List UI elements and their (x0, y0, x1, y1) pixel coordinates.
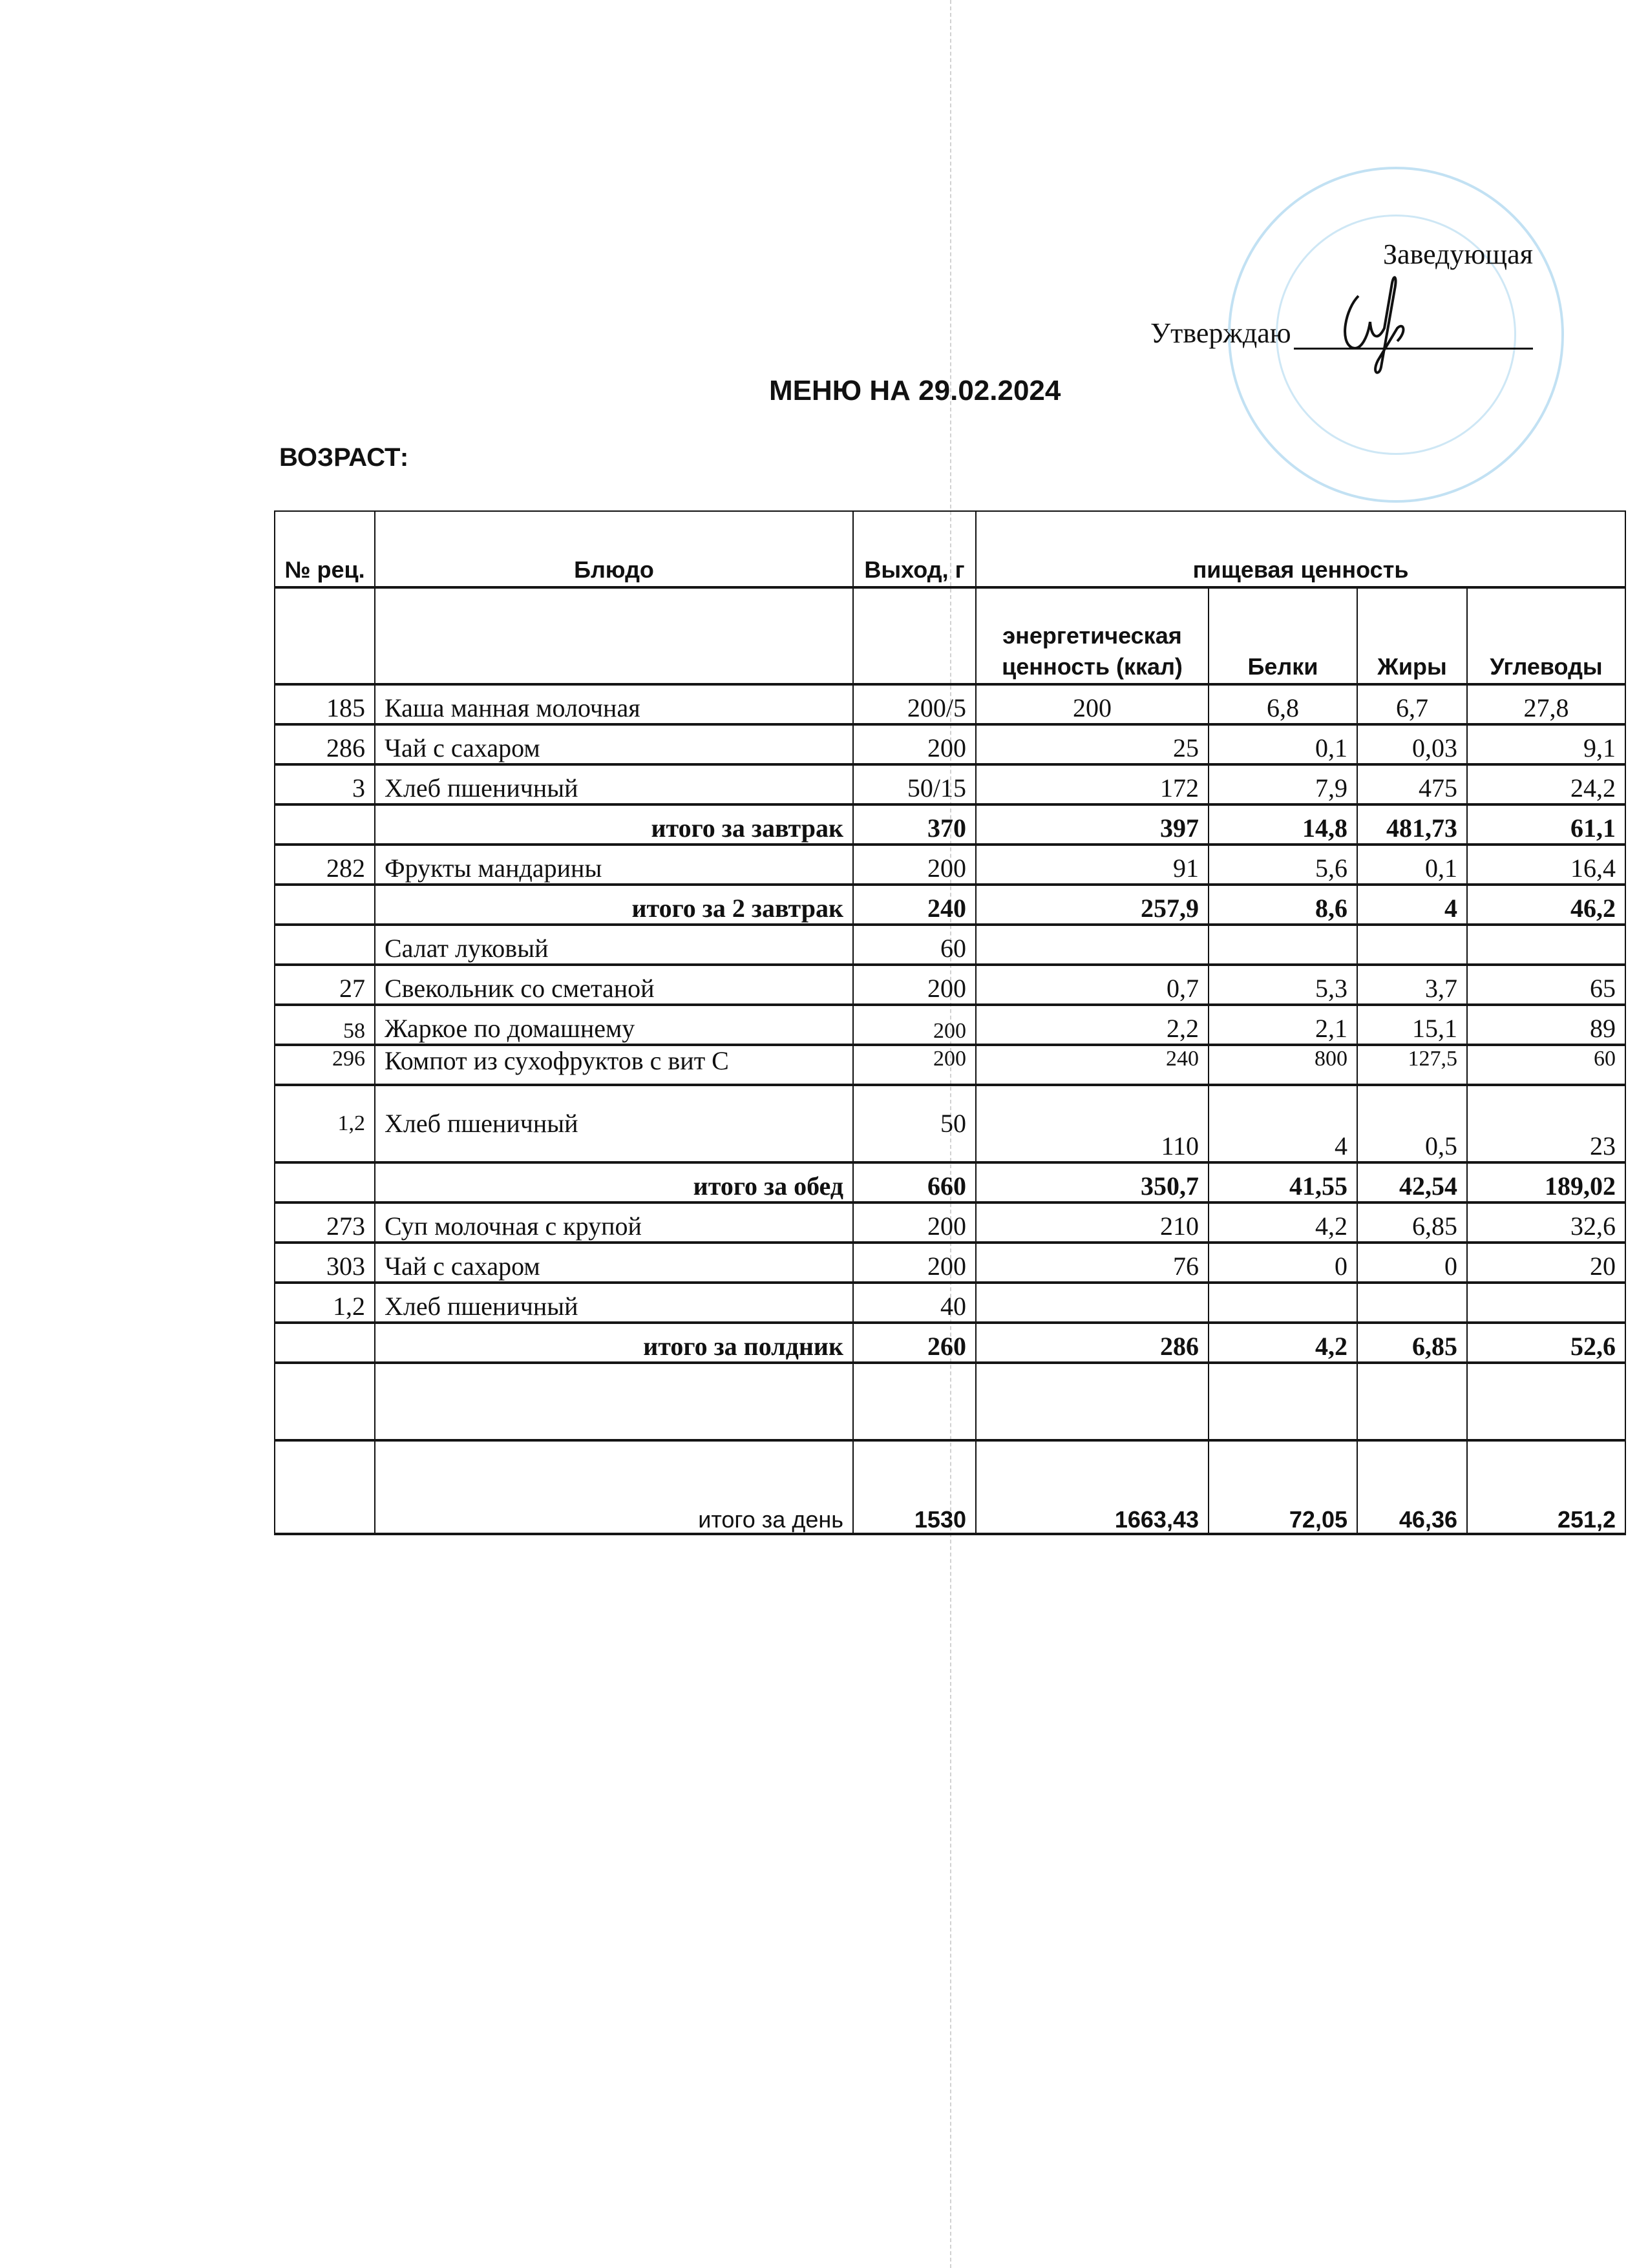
table-row (275, 684, 1625, 724)
approve-label: Утверждаю (1150, 317, 1291, 349)
output-cell: 200 (853, 724, 976, 764)
header-nutrition: пищевая ценность (976, 511, 1625, 587)
output-cell: 200 (853, 965, 976, 1005)
recipe-no-cell: 185 (275, 684, 375, 724)
fat-cell: 481,73 (1357, 804, 1467, 845)
header-dish: Блюдо (375, 511, 853, 587)
output-cell: 1530 (853, 1440, 976, 1534)
fat-cell: 42,54 (1357, 1162, 1467, 1202)
table-row (275, 1005, 1625, 1045)
output-cell: 40 (853, 1283, 976, 1323)
total-row (275, 1323, 1625, 1363)
fat-cell: 6,85 (1357, 1202, 1467, 1243)
kcal-cell: 257,9 (976, 885, 1209, 925)
menu-table (274, 510, 1626, 1535)
document-title: МЕНЮ НА 29.02.2024 (769, 375, 1061, 406)
carbs-cell: 61,1 (1467, 804, 1625, 845)
dish-cell: Компот из сухофруктов с вит С (375, 1045, 853, 1085)
total-row (275, 885, 1625, 925)
carbs-cell: 52,6 (1467, 1323, 1625, 1363)
dish-cell: итого за день (375, 1440, 853, 1534)
kcal-cell: 397 (976, 804, 1209, 845)
protein-cell: 4 (1209, 1085, 1357, 1162)
carbs-cell (1467, 925, 1625, 965)
carbs-cell: 189,02 (1467, 1162, 1625, 1202)
protein-cell: 4,2 (1209, 1202, 1357, 1243)
output-cell: 50/15 (853, 764, 976, 804)
header-carbs: Углеводы (1467, 587, 1625, 684)
total-row (275, 1162, 1625, 1202)
table-row (275, 724, 1625, 764)
protein-cell: 72,05 (1209, 1440, 1357, 1534)
carbs-cell: 65 (1467, 965, 1625, 1005)
kcal-cell: 1663,43 (976, 1440, 1209, 1534)
dish-cell: Жаркое по домашнему (375, 1005, 853, 1045)
table-row (275, 1045, 1625, 1085)
output-cell: 260 (853, 1323, 976, 1363)
kcal-cell: 2,2 (976, 1005, 1209, 1045)
protein-cell: 2,1 (1209, 1005, 1357, 1045)
fat-cell: 6,85 (1357, 1323, 1467, 1363)
table-row (275, 845, 1625, 885)
kcal-cell: 0,7 (976, 965, 1209, 1005)
carbs-cell: 46,2 (1467, 885, 1625, 925)
carbs-cell (1467, 1363, 1625, 1440)
output-cell: 200 (853, 1243, 976, 1283)
table-row (275, 1085, 1625, 1162)
recipe-no-cell: 27 (275, 965, 375, 1005)
protein-cell: 5,6 (1209, 845, 1357, 885)
carbs-cell: 16,4 (1467, 845, 1625, 885)
recipe-no-cell: 286 (275, 724, 375, 764)
total-row (275, 804, 1625, 845)
protein-cell: 14,8 (1209, 804, 1357, 845)
dish-cell: Чай с сахаром (375, 1243, 853, 1283)
kcal-cell: 76 (976, 1243, 1209, 1283)
recipe-no-cell: 3 (275, 764, 375, 804)
recipe-no-cell: 282 (275, 845, 375, 885)
output-cell: 660 (853, 1162, 976, 1202)
dish-cell (375, 1363, 853, 1440)
carbs-cell: 23 (1467, 1085, 1625, 1162)
approver-position: Заведующая (1383, 238, 1533, 270)
recipe-no-cell: 273 (275, 1202, 375, 1243)
output-cell: 370 (853, 804, 976, 845)
menu-table-body (275, 684, 1625, 1534)
approval-line (1150, 317, 1533, 350)
fat-cell (1357, 925, 1467, 965)
carbs-cell: 251,2 (1467, 1440, 1625, 1534)
dish-cell: Салат луковый (375, 925, 853, 965)
dish-cell: итого за обед (375, 1162, 853, 1202)
kcal-cell: 110 (976, 1085, 1209, 1162)
dish-cell: Свекольник со сметаной (375, 965, 853, 1005)
recipe-no-cell (275, 1323, 375, 1363)
fat-cell: 0,03 (1357, 724, 1467, 764)
protein-cell: 4,2 (1209, 1323, 1357, 1363)
table-subheader-row (275, 587, 1625, 684)
recipe-no-cell: 58 (275, 1005, 375, 1045)
carbs-cell: 27,8 (1467, 684, 1625, 724)
recipe-no-cell (275, 1363, 375, 1440)
table-row (275, 1363, 1625, 1440)
recipe-no-cell (275, 885, 375, 925)
protein-cell: 6,8 (1209, 684, 1357, 724)
fat-cell: 3,7 (1357, 965, 1467, 1005)
protein-cell: 41,55 (1209, 1162, 1357, 1202)
header-energy: энергетическая ценность (ккал) (976, 587, 1209, 684)
recipe-no-cell: 1,2 (275, 1283, 375, 1323)
header-fat: Жиры (1357, 587, 1467, 684)
recipe-no-cell (275, 1440, 375, 1534)
protein-cell (1209, 1283, 1357, 1323)
recipe-no-cell: 1,2 (275, 1085, 375, 1162)
fat-cell: 0 (1357, 1243, 1467, 1283)
dish-cell: Хлеб пшеничный (375, 1283, 853, 1323)
fat-cell: 6,7 (1357, 684, 1467, 724)
table-row (275, 1283, 1625, 1323)
total-row (275, 1440, 1625, 1534)
output-cell: 200/5 (853, 684, 976, 724)
protein-cell: 0,1 (1209, 724, 1357, 764)
output-cell: 200 (853, 845, 976, 885)
fat-cell (1357, 1283, 1467, 1323)
dish-cell: Суп молочная с крупой (375, 1202, 853, 1243)
table-row (275, 965, 1625, 1005)
dish-cell: Чай с сахаром (375, 724, 853, 764)
kcal-cell: 25 (976, 724, 1209, 764)
protein-cell: 5,3 (1209, 965, 1357, 1005)
kcal-cell: 91 (976, 845, 1209, 885)
protein-cell: 7,9 (1209, 764, 1357, 804)
header-output: Выход, г (853, 511, 976, 587)
carbs-cell: 89 (1467, 1005, 1625, 1045)
output-cell: 200 (853, 1202, 976, 1243)
dish-cell: итого за полдник (375, 1323, 853, 1363)
kcal-cell: 350,7 (976, 1162, 1209, 1202)
fat-cell: 475 (1357, 764, 1467, 804)
dish-cell: Каша манная молочная (375, 684, 853, 724)
table-header-row (275, 511, 1625, 587)
carbs-cell: 32,6 (1467, 1202, 1625, 1243)
fat-cell: 15,1 (1357, 1005, 1467, 1045)
signature-icon (1333, 270, 1417, 380)
recipe-no-cell (275, 1162, 375, 1202)
dish-cell: итого за завтрак (375, 804, 853, 845)
table-row (275, 1243, 1625, 1283)
protein-cell (1209, 1363, 1357, 1440)
age-label: ВОЗРАСТ: (279, 443, 409, 472)
output-cell (853, 1363, 976, 1440)
header-recipe-no: № рец. (275, 511, 375, 587)
dish-cell: Хлеб пшеничный (375, 764, 853, 804)
carbs-cell: 24,2 (1467, 764, 1625, 804)
carbs-cell: 20 (1467, 1243, 1625, 1283)
fat-cell: 0,1 (1357, 845, 1467, 885)
signature-line (1294, 322, 1533, 350)
protein-cell: 8,6 (1209, 885, 1357, 925)
table-row (275, 1202, 1625, 1243)
kcal-cell (976, 1363, 1209, 1440)
fat-cell (1357, 1363, 1467, 1440)
recipe-no-cell (275, 804, 375, 845)
carbs-cell: 9,1 (1467, 724, 1625, 764)
protein-cell: 0 (1209, 1243, 1357, 1283)
kcal-cell (976, 925, 1209, 965)
output-cell: 200 (853, 1045, 976, 1085)
kcal-cell: 200 (976, 684, 1209, 724)
fat-cell: 4 (1357, 885, 1467, 925)
dish-cell: итого за 2 завтрак (375, 885, 853, 925)
recipe-no-cell: 296 (275, 1045, 375, 1085)
dish-cell: Хлеб пшеничный (375, 1085, 853, 1162)
protein-cell: 800 (1209, 1045, 1357, 1085)
kcal-cell: 172 (976, 764, 1209, 804)
dish-cell: Фрукты мандарины (375, 845, 853, 885)
header-protein: Белки (1209, 587, 1357, 684)
kcal-cell: 210 (976, 1202, 1209, 1243)
output-cell: 240 (853, 885, 976, 925)
kcal-cell: 240 (976, 1045, 1209, 1085)
protein-cell (1209, 925, 1357, 965)
table-row (275, 925, 1625, 965)
recipe-no-cell: 303 (275, 1243, 375, 1283)
output-cell: 50 (853, 1085, 976, 1162)
output-cell: 200 (853, 1005, 976, 1045)
fat-cell: 0,5 (1357, 1085, 1467, 1162)
kcal-cell (976, 1283, 1209, 1323)
recipe-no-cell (275, 925, 375, 965)
kcal-cell: 286 (976, 1323, 1209, 1363)
fat-cell: 46,36 (1357, 1440, 1467, 1534)
carbs-cell (1467, 1283, 1625, 1323)
output-cell: 60 (853, 925, 976, 965)
fat-cell: 127,5 (1357, 1045, 1467, 1085)
table-row (275, 764, 1625, 804)
carbs-cell: 60 (1467, 1045, 1625, 1085)
